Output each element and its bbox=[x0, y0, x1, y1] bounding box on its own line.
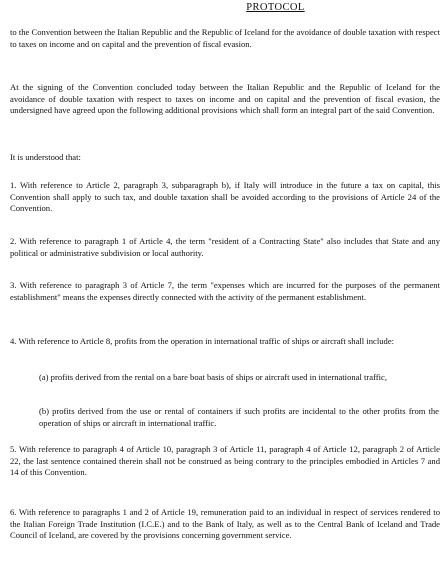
article-4-item-a: (a) profits derived from the rental on a bare boat basis of ships or aircraft used in international traffic, bbox=[39, 372, 388, 382]
signing-paragraph: At the signing of the Convention concluded today between the Italian Republic and the Republic of Iceland for the avoidance of double taxation with respect to taxes on income and on capital and the prevention of fiscal evasion, the undersigned have agreed upon the following additional provisions which shall form an integral part of the said Convention. bbox=[10, 82, 440, 116]
article-6-paragraph: 6. With reference to paragraphs 1 and 2 of Article 19, remuneration paid to an individual in respect of services rendered to the Italian Foreign Trade Institution (I.C.E.) and to the Bank of Italy, as well as to the Central Bank of Iceland and Trade Council of Iceland, are covered by the provisions concerning government service. bbox=[10, 507, 440, 541]
preamble-paragraph: to the Convention between the Italian Republic and the Republic of Iceland for the avoidance of double taxation with respect to taxes on income and on capital and the prevention of fiscal evasion. bbox=[10, 27, 440, 49]
understood-paragraph: It is understood that: bbox=[10, 152, 81, 162]
article-4-paragraph: 4. With reference to Article 8, profits from the operation in international traffic of ships or aircraft shall include: bbox=[10, 336, 395, 346]
document-title-text: PROTOCOL bbox=[246, 2, 305, 13]
article-4-item-b: (b) profits derived from the use or rental of containers if such profits are incidental to the other profits from the operation of ships or aircraft in international traffic. bbox=[39, 406, 439, 428]
article-3-paragraph: 3. With reference to paragraph 3 of Article 7, the term "expenses which are incurred for the purposes of the permanent establishment" means the expenses directly connected with the activity of the permanent establishment. bbox=[10, 280, 440, 302]
article-1-paragraph: 1. With reference to Article 2, paragraph 3, subparagraph b), if Italy will introduce in the future a tax on capital, this Convention shall apply to such tax, and double taxation shall be avoided according to the provisions of Article 24 of the Convention. bbox=[10, 180, 440, 214]
article-5-paragraph: 5. With reference to paragraph 4 of Article 10, paragraph 3 of Article 11, paragraph 4 of Article 12, paragraph 2 of Article 22, the last sentence contained therein shall not be construed as being contrary to the principles embodied in Articles 7 and 14 of this Convention. bbox=[10, 444, 440, 478]
document-title bbox=[0, 2, 447, 14]
article-2-paragraph: 2. With reference to paragraph 1 of Article 4, the term "resident of a Contracting State" also includes that State and any political or administrative subdivision or local authority. bbox=[10, 236, 440, 258]
